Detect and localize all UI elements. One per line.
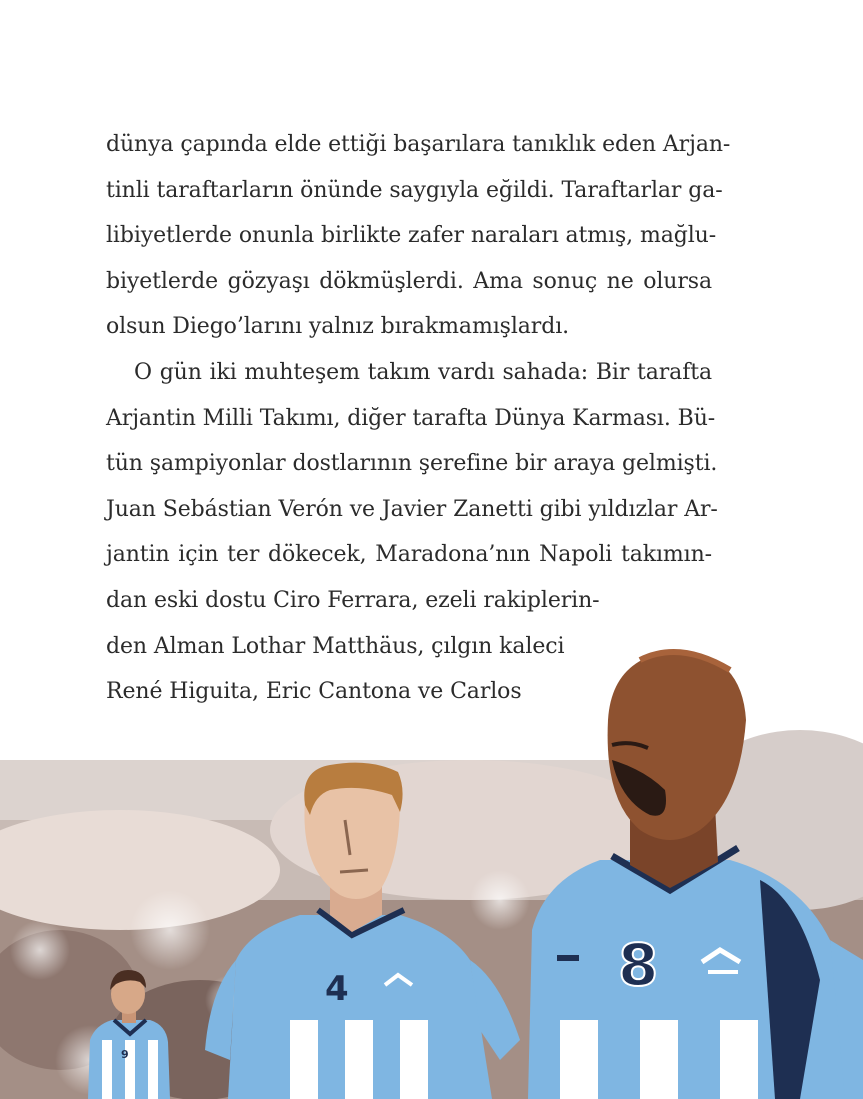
text-line-2: tinli taraftarların önünde saygıyla eğildi. Taraftarlar ga-	[106, 177, 723, 203]
text-line-5: olsun Diego’larını yalnız bırakmamışlardı.	[106, 314, 570, 340]
text-line-6: O gün iki muhteşem takım vardı sahada: Bir tarafta	[134, 359, 712, 385]
text-line-10: jantin için ter dökecek, Maradona’nın Napoli takımın-	[106, 542, 712, 568]
text-line-12: den Alman Lothar Matthäus, çılgın kaleci	[106, 633, 565, 659]
text-line-4: biyetlerde gözyaşı dökmüşlerdi. Ama sonuç ne olursa	[106, 268, 712, 294]
jersey-number-8: 8	[618, 931, 659, 999]
jersey-number-4: 4	[325, 969, 349, 1009]
text-line-1: dünya çapında elde ettiği başarılara tanıklık eden Arjan-	[106, 132, 731, 157]
text-line-13: René Higuita, Eric Cantona ve Carlos	[106, 679, 522, 705]
body-text	[106, 122, 731, 715]
text-line-9: Juan Sebástian Verón ve Javier Zanetti gibi yıldızlar Ar-	[106, 496, 718, 522]
text-line-11: dan eski dostu Ciro Ferrara, ezeli rakiplerin-	[106, 587, 600, 613]
text-line-3: libiyetlerde onunla birlikte zafer naraları atmış, mağlu-	[106, 223, 717, 249]
text-line-8: tün şampiyonlar dostlarının şerefine bir araya gelmişti.	[106, 451, 718, 477]
text-line-7: Arjantin Milli Takımı, diğer tarafta Dünya Karması. Bü-	[106, 405, 716, 431]
jersey-number-9: 9	[121, 1048, 129, 1061]
